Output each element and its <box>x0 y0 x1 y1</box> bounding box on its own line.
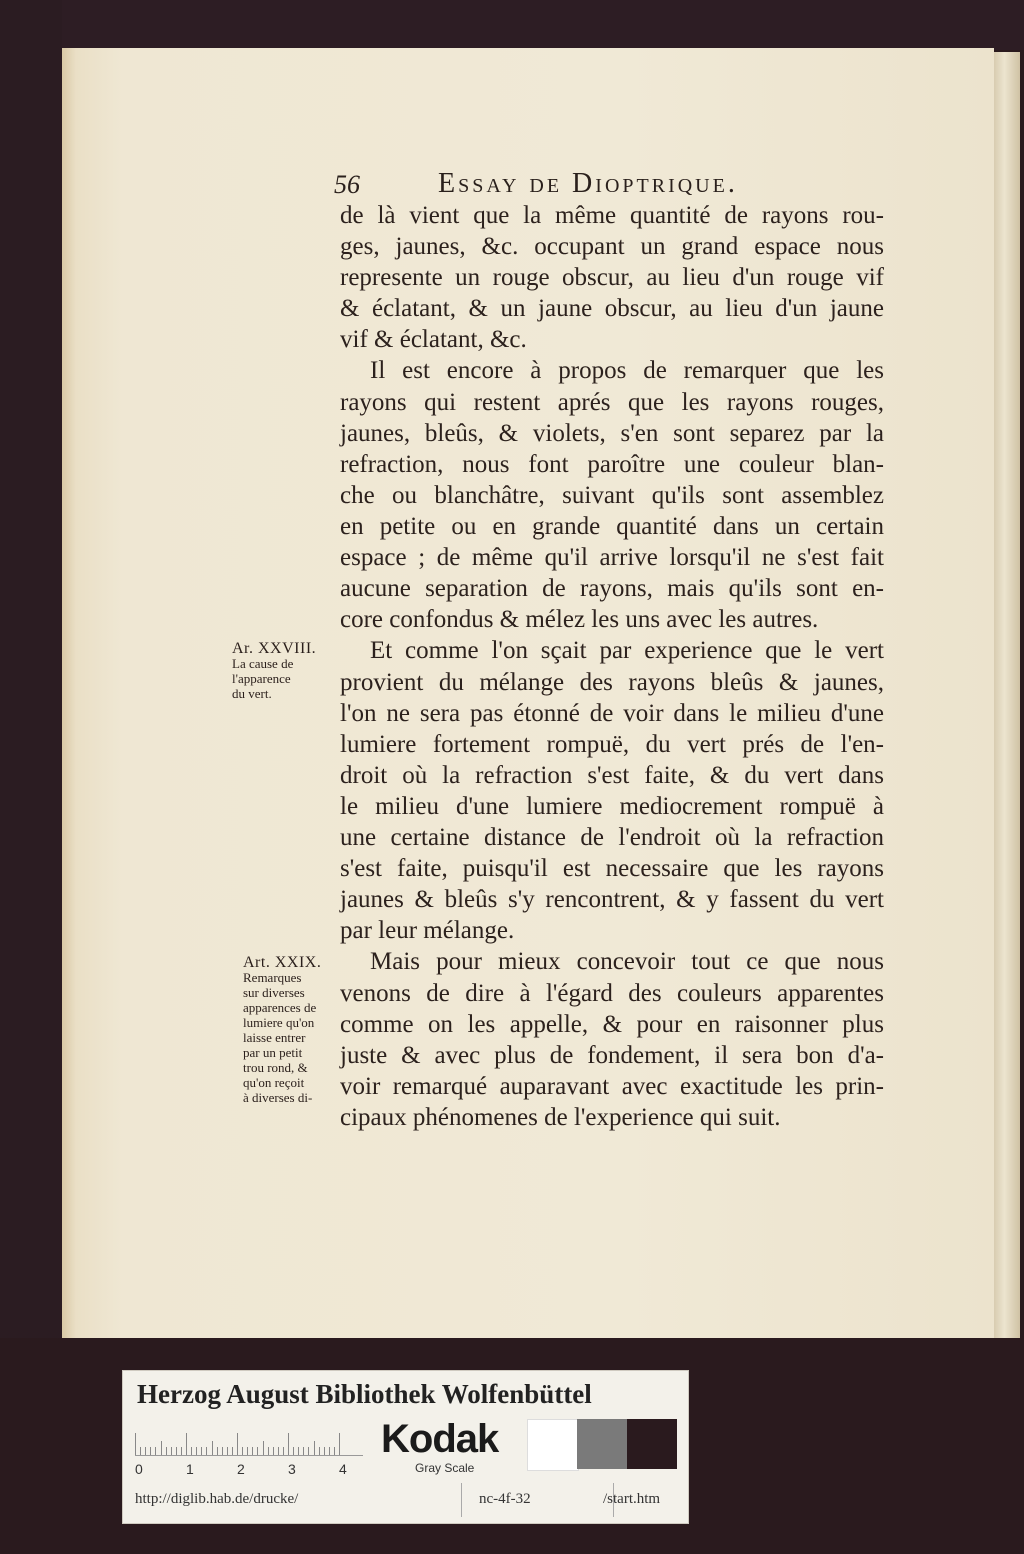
url-right: /start.htm <box>603 1491 661 1507</box>
ruler-tick <box>329 1447 330 1455</box>
ruler-tick <box>212 1441 213 1455</box>
margin-note-art-29 <box>243 955 321 1105</box>
text-line: Il est encore à propos de remarquer que les <box>370 357 884 384</box>
scan-background-top <box>0 0 1024 50</box>
margin-note-line: du vert. <box>232 686 272 701</box>
text-line: ges, jaunes, &c. occupant un grand espace nous <box>340 233 884 260</box>
ruler-tick <box>191 1447 192 1455</box>
page-gutter-edge <box>994 52 1020 1338</box>
text-line: venons de dire à l'égard des couleurs apparentes <box>340 980 884 1007</box>
text-line: s'est faite, puisqu'il est necessaire que les rayons <box>340 855 884 882</box>
margin-note-line: lumiere qu'on <box>243 1015 315 1030</box>
text-line: juste & avec plus de fondement, il sera bon d'a- <box>340 1042 884 1069</box>
ruler-number: 0 <box>135 1461 143 1477</box>
ruler-tick <box>145 1447 146 1455</box>
ruler-tick <box>217 1447 218 1455</box>
ruler-tick <box>303 1447 304 1455</box>
margin-note-heading: Art. XXIX. <box>243 954 322 971</box>
library-scan-label <box>122 1370 689 1524</box>
ruler-tick <box>196 1447 197 1455</box>
text-line: voir remarqué auparavant avec exactitude les prin- <box>340 1073 884 1100</box>
ruler-tick <box>186 1433 187 1455</box>
text-line: droit où la refraction s'est faite, & du vert dans <box>340 762 884 789</box>
margin-note-line: laisse entrer <box>243 1030 306 1045</box>
running-head <box>334 168 894 204</box>
ruler-tick <box>283 1447 284 1455</box>
text-line: Et comme l'on sçait par experience que le vert <box>370 637 884 664</box>
margin-note-line: apparences de <box>243 1000 317 1015</box>
text-line: une certaine distance de l'endroit où la refraction <box>340 824 884 851</box>
text-line: refraction, nous font paroître une couleur blan- <box>340 451 884 478</box>
library-name: Herzog August Bibliothek Wolfenbüttel <box>137 1379 592 1409</box>
text-line: lumiere fortement rompuë, du vert prés de l'en- <box>340 731 884 758</box>
margin-note-line: trou rond, & <box>243 1060 308 1075</box>
ruler-tick <box>206 1447 207 1455</box>
gray-scale-caption: Gray Scale <box>415 1461 475 1475</box>
ruler-tick <box>150 1447 151 1455</box>
margin-note-art-28 <box>232 641 316 701</box>
text-line: Mais pour mieux concevoir tout ce que nous <box>370 948 884 975</box>
ruler-tick <box>222 1447 223 1455</box>
text-line: cipaux phénomenes de l'experience qui suit. <box>340 1104 781 1131</box>
ruler-tick <box>252 1447 253 1455</box>
page-number: 56 <box>334 170 360 199</box>
text-line: jaunes, bleûs, & violets, s'en sont separez par la <box>340 420 884 447</box>
ruler-tick <box>140 1447 141 1455</box>
gray-swatch-dark <box>627 1419 677 1469</box>
ruler-tick <box>339 1433 340 1455</box>
ruler-tick <box>298 1447 299 1455</box>
running-title: Essay de Dioptrique. <box>438 168 738 199</box>
ruler-tick <box>242 1447 243 1455</box>
margin-note-line: sur diverses <box>243 985 305 1000</box>
ruler-tick <box>334 1447 335 1455</box>
margin-note-line: à diverses di- <box>243 1090 313 1105</box>
text-line: aucune separation de rayons, mais qu'ils sont en- <box>340 575 884 602</box>
text-line: en petite ou en grande quantité dans un certain <box>340 513 884 540</box>
text-line: & éclatant, & un jaune obscur, au lieu d'un jaune <box>340 295 884 322</box>
margin-note-line: Remarques <box>243 970 302 985</box>
text-line: espace ; de même qu'il arrive lorsqu'il ne s'est fait <box>340 544 884 571</box>
text-line: de là vient que la même quantité de rayons rou- <box>340 202 884 229</box>
margin-note-line: par un petit <box>243 1045 303 1060</box>
ruler-tick <box>161 1441 162 1455</box>
ruler-tick <box>201 1447 202 1455</box>
ruler-tick <box>288 1433 289 1455</box>
ruler-tick <box>232 1447 233 1455</box>
ruler-tick <box>227 1447 228 1455</box>
ruler-number: 2 <box>237 1461 245 1477</box>
ruler-tick <box>176 1447 177 1455</box>
label-divider <box>461 1483 462 1517</box>
text-line: provient du mélange des rayons bleûs & jaunes, <box>340 669 884 696</box>
text-line: le milieu d'une lumiere mediocrement rompuë à <box>340 793 884 820</box>
ruler-tick <box>257 1447 258 1455</box>
ruler-tick <box>324 1447 325 1455</box>
margin-note-line: La cause de <box>232 656 294 671</box>
ruler-tick <box>293 1447 294 1455</box>
text-line: vif & éclatant, &c. <box>340 326 527 353</box>
text-line: che ou blanchâtre, suivant qu'ils sont assemblez <box>340 482 884 509</box>
ruler-tick <box>314 1441 315 1455</box>
gray-swatch-white <box>527 1419 579 1471</box>
text-line: jaunes & bleûs s'y rencontrent, & y fassent du vert <box>340 886 884 913</box>
ruler-number: 3 <box>288 1461 296 1477</box>
ruler-tick <box>181 1447 182 1455</box>
ruler-tick <box>155 1447 156 1455</box>
ruler-tick <box>278 1447 279 1455</box>
text-line: rayons qui restent aprés que les rayons rouges, <box>340 389 884 416</box>
text-line: l'on ne sera pas étonné de voir dans le milieu d'une <box>340 700 884 727</box>
text-line: comme on les appelle, & pour en raisonner plus <box>340 1011 884 1038</box>
ruler-tick <box>263 1441 264 1455</box>
scale-ruler <box>135 1425 363 1456</box>
ruler-tick <box>308 1447 309 1455</box>
kodak-logo: Kodak <box>381 1417 499 1461</box>
ruler-tick <box>166 1447 167 1455</box>
url-left: http://diglib.hab.de/drucke/ <box>135 1491 299 1507</box>
ruler-tick <box>268 1447 269 1455</box>
ruler-tick <box>319 1447 320 1455</box>
shelfmark: nc-4f-32 <box>479 1491 531 1507</box>
scan-background-left <box>0 0 62 1554</box>
text-line: par leur mélange. <box>340 917 515 944</box>
margin-note-line: qu'on reçoit <box>243 1075 305 1090</box>
ruler-number: 4 <box>339 1461 347 1477</box>
ruler-tick <box>171 1447 172 1455</box>
text-line: represente un rouge obscur, au lieu d'un rouge vif <box>340 264 884 291</box>
margin-note-heading: Ar. XXVIII. <box>232 640 317 657</box>
ruler-number: 1 <box>186 1461 194 1477</box>
ruler-tick <box>273 1447 274 1455</box>
text-line: core confondus & mélez les uns avec les autres. <box>340 606 819 633</box>
ruler-tick <box>247 1447 248 1455</box>
ruler-tick <box>135 1433 136 1455</box>
margin-note-line: l'apparence <box>232 671 291 686</box>
ruler-tick <box>237 1433 238 1455</box>
gray-swatch-mid <box>577 1419 627 1469</box>
